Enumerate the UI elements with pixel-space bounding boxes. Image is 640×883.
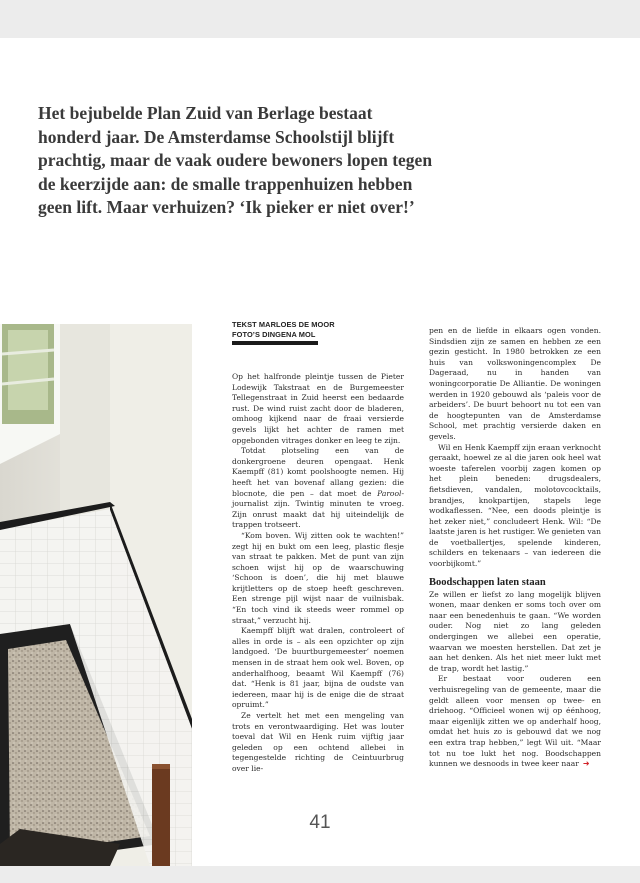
paragraph: Op het halfronde pleintje tussen de Pieter Lodewijk Takstraat en de Burgemeester Tellegenstraat in Zuid heerst een bedaarde rust. De wind ruist zacht door de bladeren, omhoog kijkend naar de fraai versierde gevels lijkt het achter de ramen met opgebonden vitrages donker en leeg te zijn.: [232, 372, 404, 445]
paragraph: Kaempff blijft wat dralen, controleert of alles in orde is – als een opzichter op zijn landgoed. ‘De buurtburgemeester’ noemen mensen in de straat hem ook wel. Boven, op anderhalfhoog, beaamt Wil Kaempff (76) dat. “Henk is 81 jaar, bijna de oudste van iedereen, maar hij is de enige die de straat opruimt.”: [232, 626, 404, 710]
section-heading: Boodschappen laten staan: [429, 576, 546, 588]
paragraph: Ze vertelt het met een mengeling van trots en verontwaardiging. Het was louter toeval dat Wil en Henk ruim vijftig jaar geleden op een ochtend allebei in tegengestelde richting de Ceintuurbrug over lie-: [232, 711, 404, 773]
paragraph: Totdat plotseling een van de donkergroene deuren opengaat. Henk Kaempff (81) komt poolshoogte nemen. Hij heeft het van bovenaf allang gezien: die blocnote, die pen – dat moet de Parool-journalist zijn. Twintig minuten te vroeg. Zijn onrust maakt dat hij uiteindelijk de trappen trotseert.: [232, 446, 404, 530]
magazine-page: [0, 38, 640, 866]
paragraph: “Kom boven. Wij zitten ook te wachten!” zegt hij en bukt om een leeg, plastic flesje van straat te pakken. Met de punt van zijn schoen wijst hij op de waarschuwing ‘Schoon is doen’, die hij met blauwe krijtletters op de stoep heeft geschreven. Een strenge pijl wijst naar de vuilnisbak. “En toch vind ik steeds weer rommel op straat,” verzucht hij.: [232, 530, 404, 625]
paragraph: pen en de liefde in elkaars ogen vonden. Sindsdien zijn ze samen en hebben ze een gezin gesticht. In 1980 betrokken ze een huis van volkswoningencomplex De Dageraad, nu in handen van woningcorporatie De Alliantie. De woningen werden in 1920 gebouwd als ‘paleis voor de arbeiders’. De buurt behoort nu tot een van de hoogtepunten van de Amsterdamse School, met prachtig versierde daken en gevels.: [429, 326, 601, 441]
article-column-2: [429, 326, 601, 770]
paragraph: Er bestaat voor ouderen een verhuisregeling van de gemeente, maar die geldt alleen voor mensen op twee- en driehoog. “Officieel wonen wij op éénhoog, maar eigenlijk zitten we op anderhalf hoog, omdat het huis zo is gebouwd dat we nog een extra trap hebben,” legt Wil uit. “Maar tot nu toe lukt het nog. Boodschappen kunnen we desnoods in twee keer naar ➜: [429, 674, 601, 769]
continue-arrow-icon: ➜: [582, 759, 590, 769]
paragraph: Wil en Henk Kaempff zijn eraan verknocht geraakt, hoewel ze al die jaren ook heel wat woeste taferelen voorbij zagen komen op het plein beneden: drugsdealers, fietsdieven, vandalen, molotovcocktails, brandjes, knokpartijen, stapels lege wodkaflessen. “Nee, een doods pleintje is het zeker niet,” concludeert Henk. Wil: “De laatste jaren is het rustiger. We genieten van de voetballertjes, spelende kinderen, schilders en tekenaars – van iedereen die voorbijkomt.”: [429, 442, 601, 569]
stairwell-photo: [0, 324, 192, 866]
photographer-credit: FOTO’S DINGENA MOL: [232, 329, 316, 339]
author-credit: TEKST MARLOES DE MOOR: [232, 320, 335, 329]
byline-rule: [232, 341, 318, 345]
byline: [232, 320, 382, 345]
intro-text: Het bejubelde Plan Zuid van Berlage bestaat honderd jaar. De Amsterdamse Schoolstijl blijft prachtig, maar de vaak oudere bewoners lopen tegen de keerzijde aan: de smalle trappenhuizen hebben geen lift. Maar verhuizen? ‘Ik pieker er niet over!’: [38, 103, 433, 218]
stairwell-illustration: [0, 324, 192, 866]
page-number: 41: [309, 812, 331, 833]
newspaper-name: Parool: [377, 488, 402, 498]
article-column-1: [232, 372, 404, 775]
paragraph: Ze willen er liefst zo lang mogelijk blijven wonen, maar denken er soms toch over om naar een benedenhuis te gaan. “We worden ouder. Nog niet zo lang geleden ondergingen we allebei een operatie, waarvan we moesten herstellen. Dat zet je aan het denken. Als het niet meer lukt met de trap, wordt het lastig.”: [429, 589, 601, 673]
